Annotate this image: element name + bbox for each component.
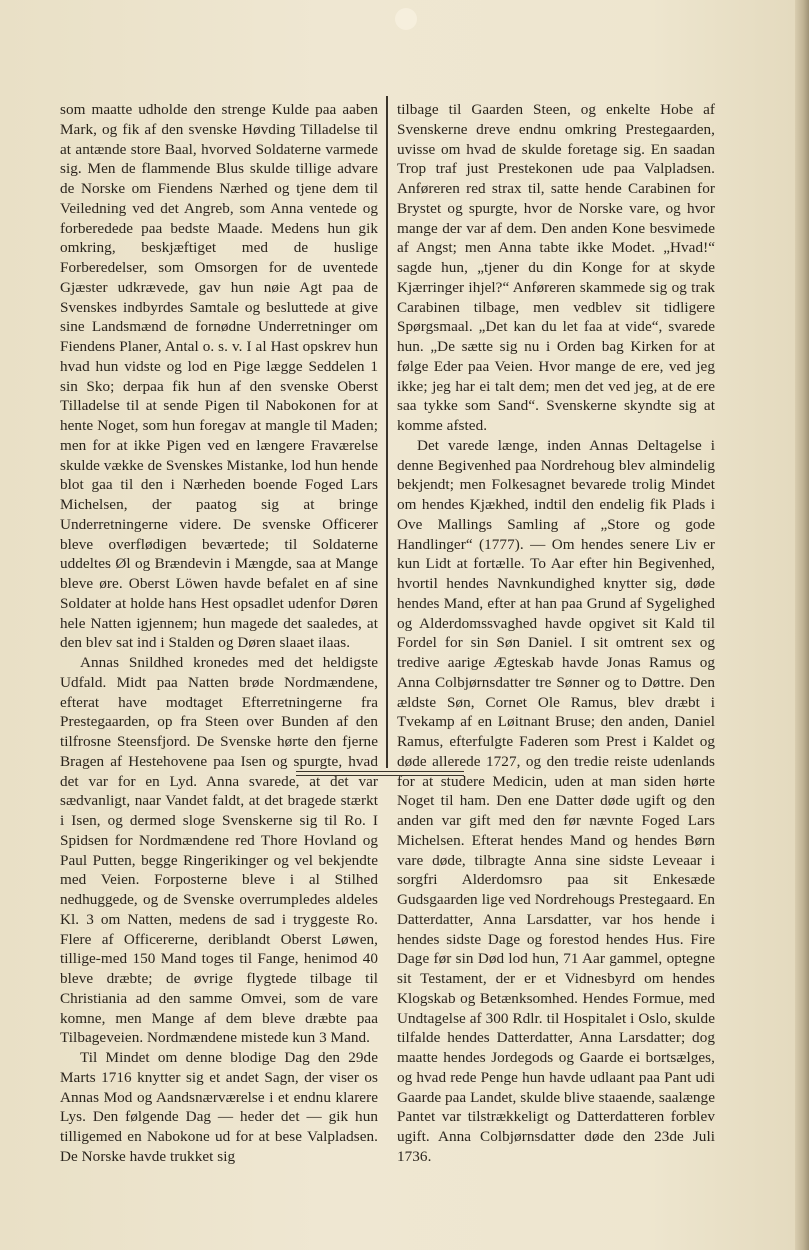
paragraph: Det varede længe, inden Annas Deltagelse i denne Begivenhed paa Nordrehoug blev almindelig bekjendt; men Folkesagnet bevarede trolig Mindet om hendes Kjækhed, indtil den endelig fik Plads i Ove Mallings Samling af „Store og gode Handlinger“ (1777). — Om hendes senere Liv er kun Lidt at fortælle. To Aar efter hin Begivenhed, hvortil hendes Navnkundighed knytter sig, døde hendes Mand, efter at han paa Grund af Sygelighed og Alderdomssvaghed havde opgivet sit Kald til Fordel for sin Søn Daniel. I sit omtrent sex og tredive aarige Ægteskab havde Jonas Ramus og Anna Colbjørnsdatter tre Sønner og to Døttre. Den ældste Søn, Cornet Ole Ramus, blev dræbt i Tvekamp af en Løitnant Bruse; den anden, Daniel Ramus, efterfulgte Faderen som Prest i Kaldet og døde allerede 1727, og den tredie reiste udenlands for at studere Medicin, uden at man siden hørte Noget til ham. Den ene Datter døde ugift og den anden var gift med den før nævnte Foged Lars Michelsen. Efterat hendes Mand og hendes Børn vare døde, tilbragte Anna sine sidste Leveaar i sorgfri Alderdomsro paa sit Enkesæde Gudsgaarden lige ved Nordrehougs Prestegaard. En Datterdatter, Anna Larsdatter, var hos hende i hendes sidste Dage og forestod hendes Hus. Fire Dage før sin Død lod hun, 71 Aar gammel, optegne sit Testament, der er et Vidnesbyrd om hendes Klogskab og Betænksomhed. Hendes Formue, med Undtagelse af 300 Rdlr. til Hospitalet i Oslo, skulde tilfalde hendes Datterdatter, Anna Larsdatter; dog maatte hendes Jordegods og Gaarde ei bortsælges, og hvad rede Penge hun havde udlaant paa Pant udi Gaarde paa Landet, skulde blive staaende, saalænge Pantet var tilstrækkeligt og Datterdatteren forblev ugift. Anna Colbjørnsdatter døde den 23de Juli 1736. xyxy=(397,436,715,1165)
end-rule xyxy=(296,771,464,776)
right-text-column xyxy=(397,100,715,1167)
paragraph: tilbage til Gaarden Steen, og enkelte Hobe af Svenskerne dreve endnu omkring Prestegaarden, uvisse om hvad de skulde foretage sig. En saadan Trop traf just Prestekonen ude paa Valpladsen. Anføreren red strax til, satte hende Carabinen for Brystet og spurgte, hvor de Norske vare, og hvor mange der var af dem. Den anden Kone besvimede af Angst; men Anna tabte ikke Modet. „Hvad!“ sagde hun, „tjener du din Konge for at skyde Kjærringer ihjel?“ Anføreren skammede sig og trak Carabinen tilbage, men vedblev sit tidligere Spørgsmaal. „Det kan du let faa at vide“, svarede hun. „De sætte sig nu i Orden bag Kirken for at følge Eder paa Veien. Hvor mange de ere, ved jeg ikke; jeg har ei talt dem; men det ved jeg, at de ere saa tykke som Sand“. Svenskerne skyndte sig at komme afsted. xyxy=(397,101,715,434)
book-spine-edge xyxy=(795,0,809,1250)
paragraph: som maatte udholde den strenge Kulde paa aaben Mark, og fik af den svenske Høvding Tilladelse til at antænde store Baal, hvorved Soldaterne varmede sig. Men de flammende Blus skulde tillige advare de Norske om Fiendens Nærhed og tjene dem til Veiledning ved det Angreb, som Anna ventede og forberedede paa bedste Maade. Medens hun gik omkring, beskjæftiget med de huslige Forberedelser, som Omsorgen for de uventede Gjæster udkrævede, gav hun nøie Agt paa de Svenskes indbyrdes Samtale og besluttede at give sine Landsmænd de fornødne Underretninger om Fiendens Planer, Antal o. s. v. I al Hast opskrev hun hvad hun vidste og lod en Pige lægge Seddelen 1 sin Sko; derpaa fik hun af den svenske Oberst Tilladelse til at sende Pigen til Nabokonen for at hente Noget, som hun foregav at mangle til Maden; men for at ikke Pigen ved en længere Fraværelse skulde vække de Svenskes Mistanke, lod hun hende blot gaa til den i Nærheden boende Foged Lars Michelsen, der paatog sig at bringe Underretningerne videre. De svenske Officerer bleve overflødigen beværtede; til Soldaterne uddeltes Øl og Brændevin i Mængde, saa at Mange bleve øre. Oberst Löwen havde befalet en af sine Soldater at holde hans Hest opsadlet udenfor Døren hele Natten igjennem; hun magede det saaledes, at den blev sat ind i Stalden og Døren slaaet ilaas. xyxy=(60,101,378,652)
paragraph: Annas Snildhed kronedes med det heldigste Udfald. Midt paa Natten brøde Nordmændene, efterat have modtaget Efterretningerne fra Prestegaarden, op fra Steen over Bunden af den tilfrosne Steensfjord. De Svenske hørte den fjerne Bragen af Hestehovene paa Isen og spurgte, hvad det var for en Lyd. Anna svarede, at det var sædvanligt, naar Vandet faldt, at det bragede stærkt i Isen, og dermed sloge Svenskerne sig til Ro. I Spidsen for Nordmændene red Thore Hovland og Paul Putten, begge Ringerikinger og vel bekjendte med Veien. Forposterne bleve i al Stilhed nedhuggede, og de Svenske overrumpledes aldeles Kl. 3 om Natten, medens de sad i tryggeste Ro. Flere af Officererne, deriblandt Oberst Løwen, tillige-med 150 Mand toges til Fange, henimod 40 bleve dræbte; de øvrige flygtede tilbage til Christiania ad den samme Omvei, som de vare komne, men Mange af dem bleve dræbte paa Tilbageveien. Nordmændene mistede kun 3 Mand. xyxy=(60,654,378,1047)
column-divider xyxy=(386,96,388,768)
paper-stain xyxy=(395,8,417,30)
paragraph: Til Mindet om denne blodige Dag den 29de Marts 1716 knytter sig et andet Sagn, der viser os Annas Mod og Aandsnærværelse i et endnu klarere Lys. Den følgende Dag — heder det — gik hun tilligemed en Nabokone ud for at bese Valpladsen. De Norske havde trukket sig xyxy=(60,1049,378,1165)
left-text-column xyxy=(60,100,378,1167)
